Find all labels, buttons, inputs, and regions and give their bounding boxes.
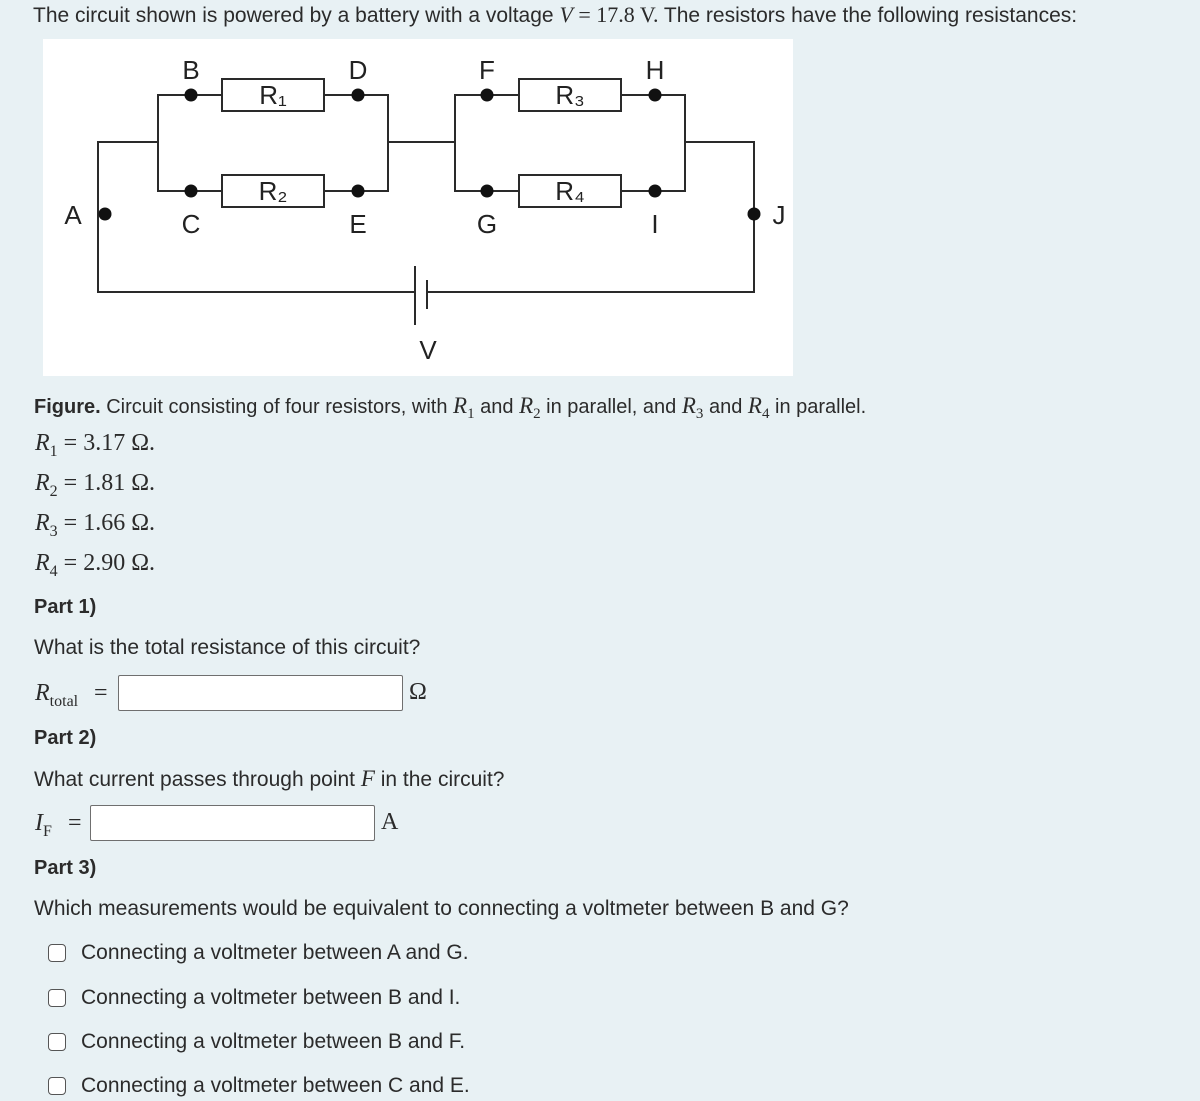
- problem-intro: [33, 2, 1077, 28]
- node-b-dot: [185, 89, 198, 102]
- caption-text-3: in parallel, and: [540, 396, 682, 418]
- node-i-dot: [649, 185, 662, 198]
- intro-text-before: The circuit shown is powered by a battery with a voltage: [33, 4, 560, 27]
- resistance-r1: [35, 430, 155, 461]
- checkbox[interactable]: [48, 944, 66, 962]
- option-b-i[interactable]: [48, 983, 460, 1013]
- option-b-f[interactable]: [48, 1027, 465, 1057]
- resistance-value: = 1.66 Ω.: [57, 510, 156, 536]
- label-h: H: [645, 55, 665, 85]
- label-r1: R₁: [259, 80, 287, 110]
- label-r4: R₄: [555, 176, 585, 206]
- resistance-sub: 4: [49, 563, 58, 580]
- node-h-dot: [649, 89, 662, 102]
- label-j: J: [772, 200, 786, 230]
- part1-question: What is the total resistance of this circuit?: [34, 636, 421, 659]
- caption-text-1: Circuit consisting of four resistors, with: [100, 396, 454, 418]
- label-f: F: [479, 55, 495, 85]
- caption-var-r4: R: [747, 393, 762, 418]
- label-a: A: [64, 200, 82, 230]
- ohm-unit: Ω: [409, 679, 427, 705]
- circuit-diagram: [43, 39, 793, 376]
- resistance-var: R: [35, 430, 50, 456]
- wire-right-block-right: [655, 95, 685, 191]
- label-r2: R₂: [258, 176, 288, 206]
- label-c: C: [181, 209, 201, 239]
- part1-answer-label: [35, 680, 78, 711]
- caption-var-r3: R: [681, 393, 696, 418]
- question-text-after: in the circuit?: [374, 768, 505, 791]
- label-r3: R₃: [555, 80, 585, 110]
- label-d: D: [348, 55, 368, 85]
- resistance-value: = 3.17 Ω.: [57, 430, 156, 456]
- resistance-value: = 2.90 Ω.: [57, 550, 156, 576]
- resistance-var: R: [35, 510, 50, 536]
- answer-sub: total: [49, 693, 79, 710]
- caption-var-r2: R: [519, 393, 534, 418]
- ampere-unit: A: [381, 809, 399, 835]
- label-i: I: [651, 209, 659, 239]
- node-a-dot: [99, 208, 112, 221]
- current-f-input[interactable]: [90, 805, 375, 841]
- node-f-dot: [481, 89, 494, 102]
- voltage-variable: V: [559, 2, 573, 27]
- answer-var: I: [35, 810, 43, 836]
- option-a-g[interactable]: [48, 938, 469, 968]
- checkbox[interactable]: [48, 1077, 66, 1095]
- node-e-dot: [352, 185, 365, 198]
- total-resistance-input[interactable]: [118, 675, 403, 711]
- circuit-figure: [43, 39, 793, 376]
- wire-left-block-left: [158, 95, 191, 191]
- checkbox[interactable]: [48, 989, 66, 1007]
- part2-title: Part 2): [34, 727, 97, 749]
- label-g: G: [476, 209, 498, 239]
- resistance-var: R: [35, 470, 50, 496]
- resistance-value: = 1.81 Ω.: [57, 470, 156, 496]
- resistance-sub: 3: [49, 523, 58, 540]
- wire-right-block-left: [455, 95, 487, 191]
- part2-answer-label: [35, 810, 52, 841]
- node-j-dot: [748, 208, 761, 221]
- caption-var-r1: R: [453, 393, 468, 418]
- wire-left-block-right: [358, 95, 388, 191]
- question-var-f: F: [360, 766, 375, 791]
- caption-text-4: and: [703, 396, 748, 418]
- part1-title: Part 1): [34, 596, 97, 618]
- option-label: Connecting a voltmeter between B and I.: [81, 986, 461, 1009]
- resistance-var: R: [35, 550, 50, 576]
- resistance-r2: [35, 470, 155, 501]
- wire-to-j: [685, 142, 754, 214]
- answer-var: R: [35, 680, 50, 706]
- label-b: B: [182, 55, 200, 85]
- part3-title: Part 3): [34, 857, 97, 879]
- option-label: Connecting a voltmeter between B and F.: [81, 1030, 466, 1053]
- answer-sub: F: [43, 823, 52, 840]
- part3-question: Which measurements would be equivalent to connecting a voltmeter between B and G?: [34, 897, 849, 920]
- figure-caption: [34, 393, 866, 423]
- resistance-sub: 1: [49, 443, 58, 460]
- node-d-dot: [352, 89, 365, 102]
- node-c-dot: [185, 185, 198, 198]
- wire-left-bottom: [98, 214, 415, 292]
- part2-question: [34, 766, 504, 792]
- label-battery-v: V: [419, 335, 437, 365]
- option-label: Connecting a voltmeter between C and E.: [81, 1074, 470, 1097]
- resistance-r3: [35, 510, 155, 541]
- caption-sub-1: 1: [467, 406, 475, 422]
- label-e: E: [349, 209, 367, 239]
- caption-sub-2: 2: [533, 406, 541, 422]
- caption-prefix: Figure.: [34, 396, 101, 418]
- question-text-before: What current passes through point: [34, 768, 361, 791]
- caption-text-5: in parallel.: [769, 396, 867, 418]
- option-c-e[interactable]: [48, 1071, 470, 1101]
- voltage-value: = 17.8 V.: [572, 2, 659, 27]
- part2-equals: =: [68, 810, 82, 836]
- resistance-sub: 2: [49, 483, 58, 500]
- caption-text-2: and: [474, 396, 520, 418]
- option-label: Connecting a voltmeter between A and G.: [81, 941, 469, 964]
- node-g-dot: [481, 185, 494, 198]
- caption-sub-3: 3: [695, 406, 704, 422]
- part1-equals: =: [94, 680, 108, 706]
- wire-a-to-junction: [98, 142, 158, 214]
- resistance-r4: [35, 550, 155, 581]
- intro-text-after: The resistors have the following resistances:: [658, 4, 1078, 27]
- checkbox[interactable]: [48, 1033, 66, 1051]
- caption-sub-4: 4: [761, 406, 770, 422]
